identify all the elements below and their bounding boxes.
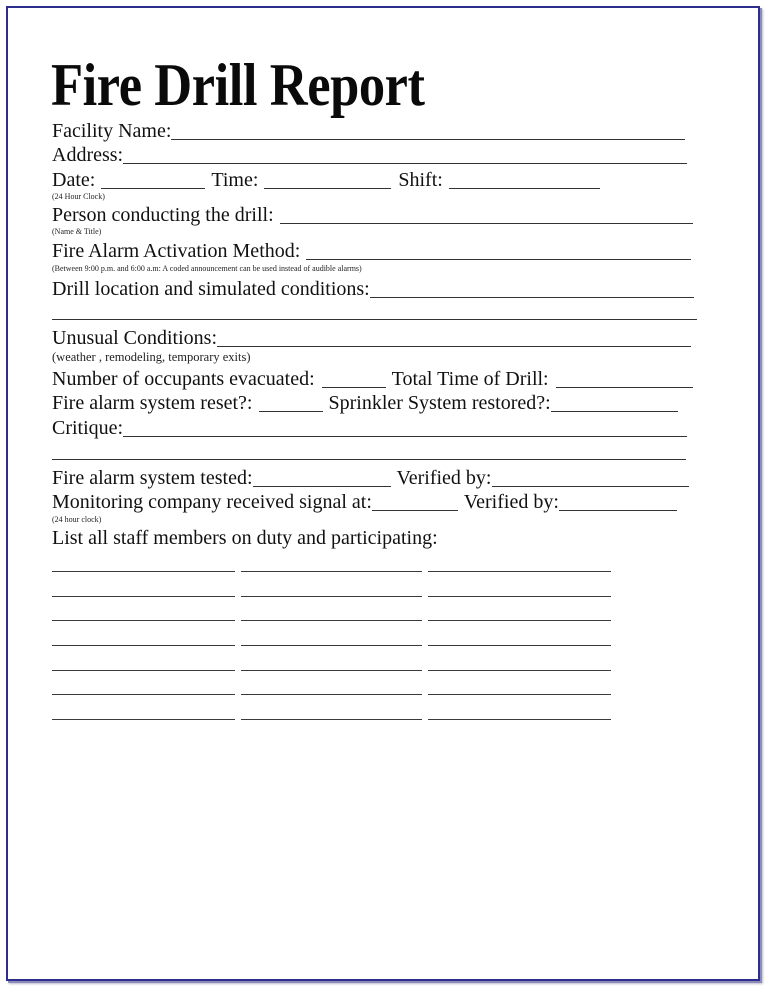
critique-label: Critique: xyxy=(52,417,124,439)
monitoring-row xyxy=(52,491,677,515)
staff-field[interactable] xyxy=(241,645,422,646)
staff-field[interactable] xyxy=(241,694,422,695)
occupants-label: Number of occupants evacuated: xyxy=(52,368,315,390)
staff-field[interactable] xyxy=(241,620,422,621)
date-field[interactable] xyxy=(101,188,205,189)
staff-field[interactable] xyxy=(241,571,422,572)
total-time-label: Total Time of Drill: xyxy=(391,368,549,390)
staff-row xyxy=(52,645,612,670)
facility-name-label: Facility Name: xyxy=(52,120,172,142)
staff-field[interactable] xyxy=(52,670,235,671)
staff-field[interactable] xyxy=(52,571,235,572)
unusual-note: (weather , remodeling, temporary exits) xyxy=(52,350,251,364)
person-note: (Name & Title) xyxy=(52,227,102,236)
staff-list xyxy=(52,571,612,744)
shift-label: Shift: xyxy=(398,169,443,191)
staff-field[interactable] xyxy=(241,670,422,671)
staff-field[interactable] xyxy=(52,719,235,720)
alarm-tested-verified-field[interactable] xyxy=(492,486,690,487)
alarm-tested-label: Fire alarm system tested: xyxy=(52,467,253,489)
staff-row xyxy=(52,694,612,719)
critique-row xyxy=(52,417,687,441)
staff-field[interactable] xyxy=(428,719,611,720)
time-note: (24 Hour Clock) xyxy=(52,192,105,201)
staff-row xyxy=(52,620,612,645)
unusual-conditions-label: Unusual Conditions: xyxy=(52,327,218,349)
staff-field[interactable] xyxy=(52,694,235,695)
monitoring-field[interactable] xyxy=(372,510,458,511)
monitoring-verified-label: Verified by: xyxy=(463,491,559,513)
staff-row xyxy=(52,596,612,621)
page-title: Fire Drill Report xyxy=(51,52,425,118)
time-label: Time: xyxy=(211,169,259,191)
monitoring-verified-field[interactable] xyxy=(559,510,677,511)
time-field[interactable] xyxy=(264,188,391,189)
staff-field[interactable] xyxy=(52,645,235,646)
drill-location-field-line-2[interactable] xyxy=(52,319,697,320)
alarm-tested-row xyxy=(52,467,689,491)
total-time-field[interactable] xyxy=(556,387,693,388)
address-row xyxy=(52,144,687,168)
person-conducting-field[interactable] xyxy=(280,223,693,224)
facility-name-field[interactable] xyxy=(171,139,685,140)
person-conducting-label: Person conducting the drill: xyxy=(52,204,274,226)
staff-heading: List all staff members on duty and participating: xyxy=(52,527,438,549)
alarm-activation-label: Fire Alarm Activation Method: xyxy=(52,240,301,262)
shift-field[interactable] xyxy=(449,188,600,189)
facility-name-row xyxy=(52,120,685,144)
person-conducting-row xyxy=(52,204,693,228)
staff-field[interactable] xyxy=(241,596,422,597)
staff-field[interactable] xyxy=(428,596,611,597)
staff-field[interactable] xyxy=(428,571,611,572)
unusual-conditions-field[interactable] xyxy=(217,346,691,347)
address-label: Address: xyxy=(52,144,124,166)
date-label: Date: xyxy=(52,169,96,191)
staff-field[interactable] xyxy=(428,645,611,646)
monitoring-note: (24 hour clock) xyxy=(52,515,102,524)
staff-field[interactable] xyxy=(428,694,611,695)
alarm-tested-verified-label: Verified by: xyxy=(396,467,492,489)
alarm-reset-field[interactable] xyxy=(259,411,323,412)
alarm-reset-label: Fire alarm system reset?: xyxy=(52,392,253,414)
alarm-tested-field[interactable] xyxy=(253,486,391,487)
unusual-conditions-row xyxy=(52,327,691,351)
alarm-activation-row xyxy=(52,240,691,264)
alarm-note: (Between 9:00 p.m. and 6:00 a.m: A coded announcement can be used instead of audible alarms) xyxy=(52,264,362,273)
occupants-time-row xyxy=(52,368,693,392)
critique-field[interactable] xyxy=(123,436,687,437)
occupants-field[interactable] xyxy=(322,387,386,388)
drill-location-label: Drill location and simulated conditions: xyxy=(52,278,370,300)
staff-field[interactable] xyxy=(52,620,235,621)
staff-heading-row xyxy=(52,527,438,551)
staff-row xyxy=(52,571,612,596)
sprinkler-field[interactable] xyxy=(551,411,678,412)
staff-field[interactable] xyxy=(52,596,235,597)
critique-field-line-2[interactable] xyxy=(52,459,686,460)
alarm-activation-field[interactable] xyxy=(306,259,691,260)
staff-row xyxy=(52,719,612,744)
staff-field[interactable] xyxy=(428,670,611,671)
staff-row xyxy=(52,670,612,695)
monitoring-label: Monitoring company received signal at: xyxy=(52,491,372,513)
reset-sprinkler-row xyxy=(52,392,678,416)
sprinkler-label: Sprinkler System restored?: xyxy=(328,392,551,414)
staff-field[interactable] xyxy=(428,620,611,621)
drill-location-field[interactable] xyxy=(370,297,694,298)
address-field[interactable] xyxy=(123,163,687,164)
drill-location-row xyxy=(52,278,694,302)
staff-field[interactable] xyxy=(241,719,422,720)
date-time-shift-row xyxy=(52,169,600,193)
